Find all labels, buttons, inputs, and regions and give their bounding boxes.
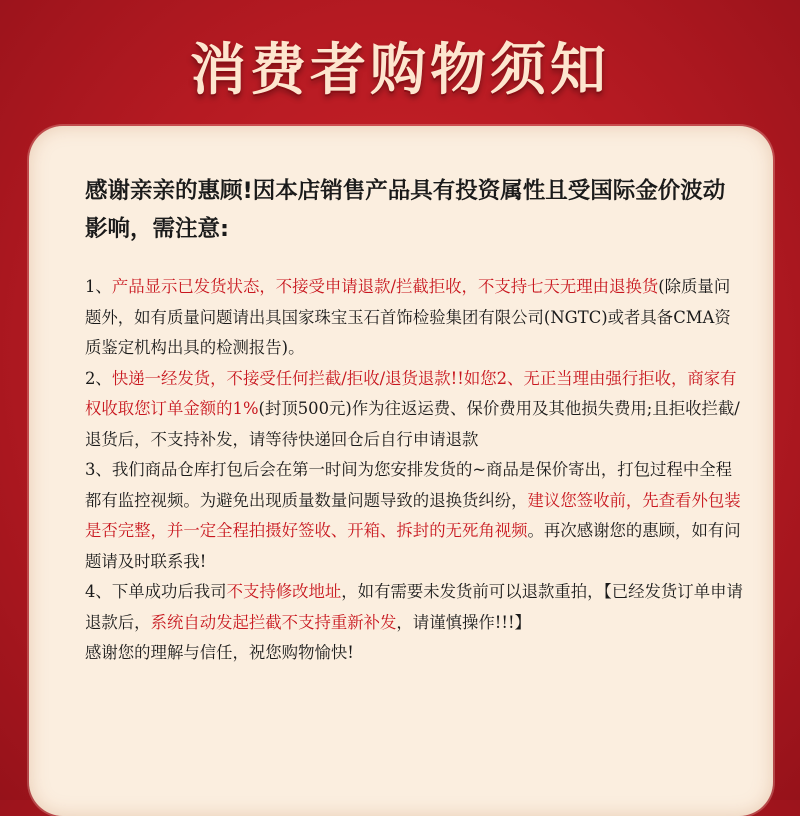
rule-4-text: 4、下单成功后我司 bbox=[85, 582, 227, 601]
rule-3 bbox=[85, 455, 745, 577]
intro-text: 感谢亲亲的惠顾!因本店销售产品具有投资属性且受国际金价波动影响，需注意: bbox=[85, 178, 726, 242]
rule-1 bbox=[85, 272, 745, 364]
rule-3-text: 3、我们商品仓库打包后会在第一时间为您安排发货的~商品是保价寄出，打包过程中全程都有监控视频。为避免出现质量数量问题导致的退换货纠纷， bbox=[85, 460, 733, 510]
rule-2-text: (封顶500元)作为往返运费、保价费用及其他损失费用;且拒收拦截/退货后，不支持补发，请等待快递回仓后自行申请退款 bbox=[85, 399, 740, 449]
rule-1-text: (除质量问题外，如有质量问题请出具国家珠宝玉石首饰检验集团有限公司(NGTC)或者具备CMA资质鉴定机构出具的检测报告)。 bbox=[85, 277, 731, 357]
rule-4 bbox=[85, 577, 745, 638]
rule-3-text-end: 。再次感谢您的惠顾，如有问题请及时联系我! bbox=[85, 521, 741, 571]
rules-list bbox=[85, 272, 745, 669]
rule-4-warning-2: 系统自动发起拦截不支持重新补发 bbox=[150, 612, 397, 632]
rule-1-warning: 产品显示已发货状态，不接受申请退款/拦截拒收，不支持七天无理由退换货 bbox=[111, 277, 659, 296]
rule-4-text-end: ，请谨慎操作!!!】 bbox=[396, 612, 531, 632]
rule-4-warning: 不支持修改地址 bbox=[226, 582, 342, 601]
closing-text: 感谢您的理解与信任，祝您购物愉快! bbox=[85, 643, 354, 662]
rule-2-warning: 快递一经发货，不接受任何拦截/拒收/退货退款!!如您2、无正当理由强行拒收，商家有权收取您订单金额的1% bbox=[85, 368, 737, 418]
rule-2 bbox=[85, 364, 745, 456]
rule-1-number: 1、 bbox=[85, 277, 112, 296]
rule-3-warning: 建议您签收前，先查看外包装是否完整，并一定全程拍摄好签收、开箱、拆封的无死角视频 bbox=[85, 490, 741, 540]
page-title: 消费者购物须知 bbox=[190, 38, 610, 103]
rule-4-text-mid: ，如有需要未发货前可以退款重拍，【已经发货订单申请退款后， bbox=[85, 582, 743, 632]
rule-2-number: 2、 bbox=[85, 368, 112, 388]
